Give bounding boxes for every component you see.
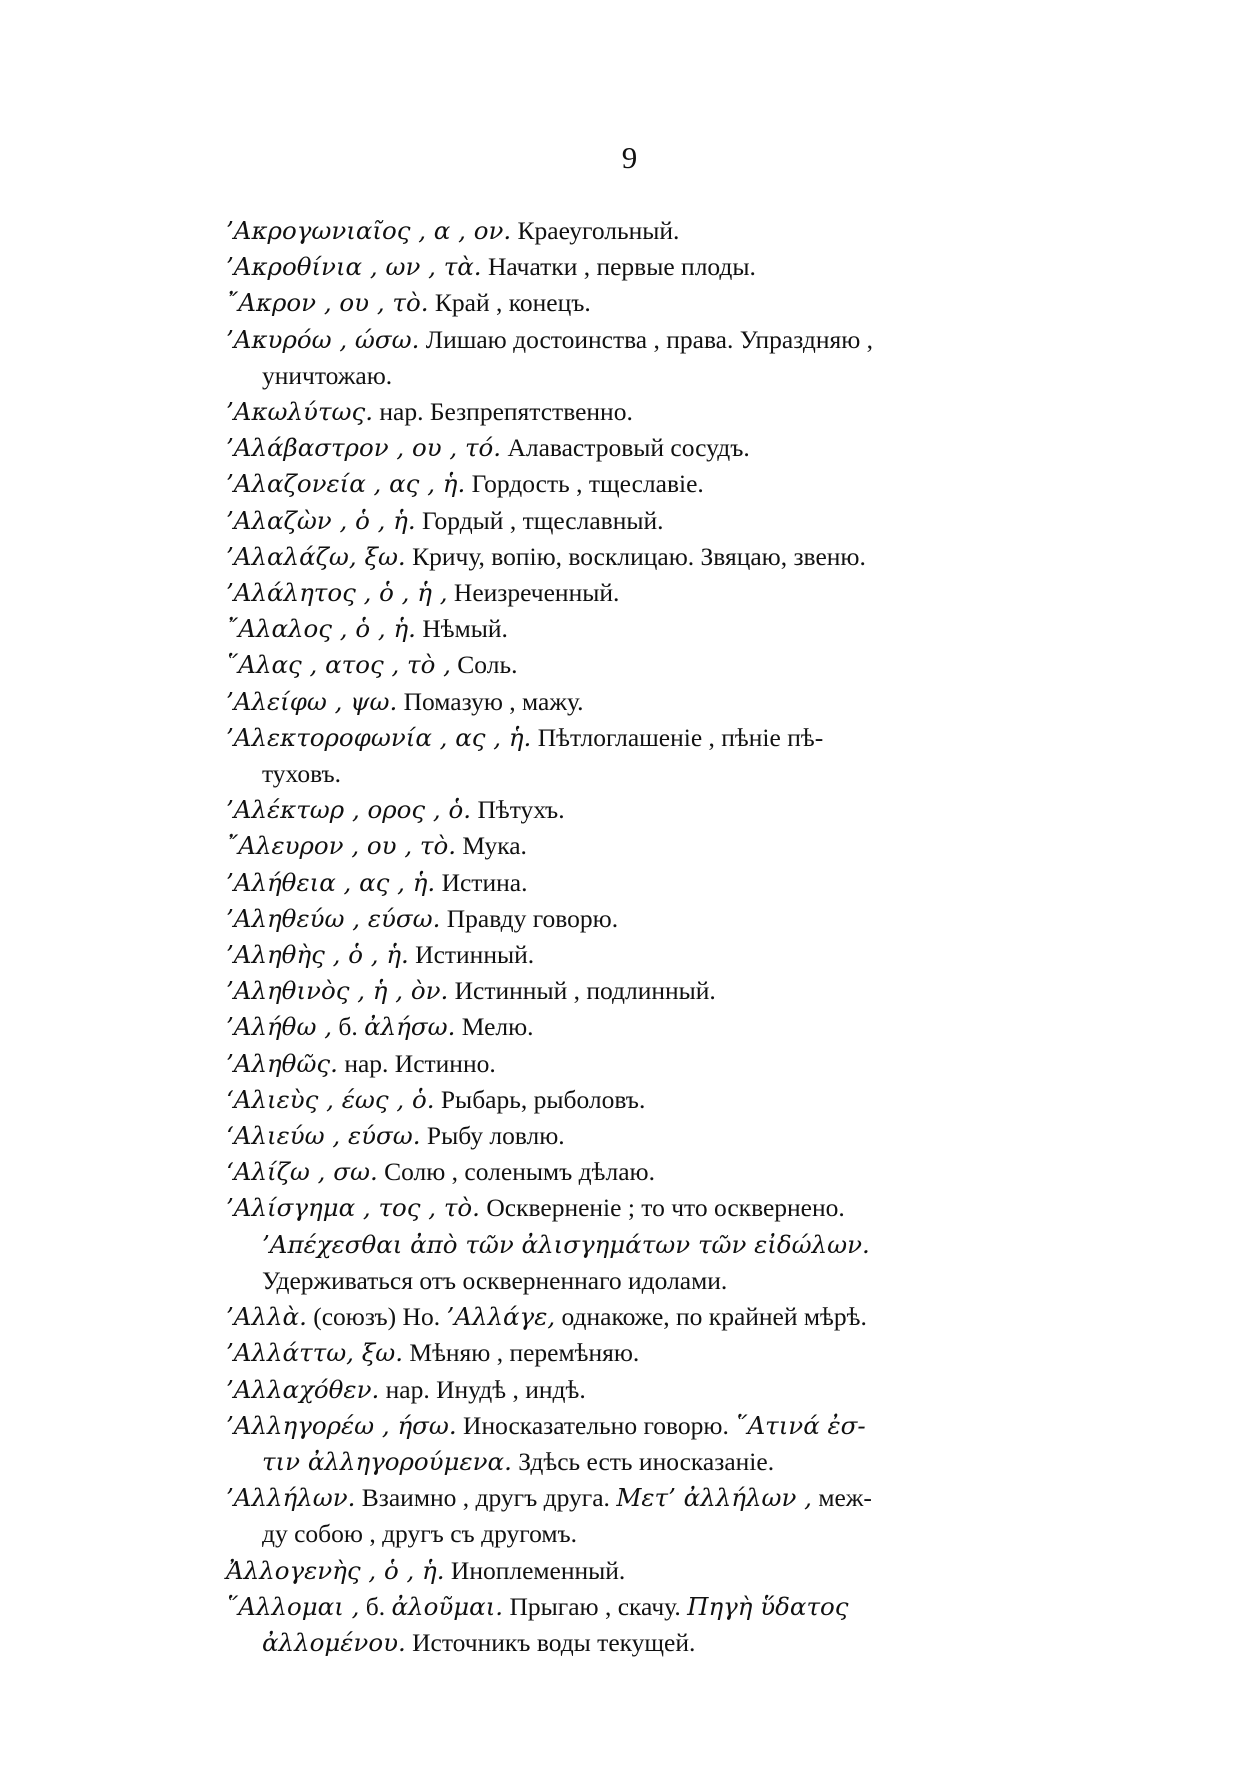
- greek-headword: ’Αλλήλων.: [226, 1483, 356, 1513]
- russian-definition: Источникъ воды текущей.: [405, 1627, 696, 1657]
- russian-definition: Алавастровый сосудъ.: [501, 433, 750, 463]
- greek-headword: ’Αλέκτωρ , ορος , ὁ.: [226, 795, 472, 825]
- greek-headword: ῎Αλαλος , ὁ , ἡ.: [226, 614, 416, 644]
- entry-line: [226, 1190, 1126, 1226]
- greek-headword: ’Ακρογωνιαῖος , α , ον.: [226, 216, 512, 245]
- entry-line: [226, 575, 1126, 611]
- russian-definition: Иноплеменный.: [444, 1555, 626, 1585]
- entry-continuation-line: [226, 756, 1126, 792]
- greek-headword: ῞Αλλομαι ,: [226, 1591, 360, 1621]
- russian-definition: нар. Инудѣ , индѣ.: [379, 1374, 586, 1404]
- greek-headword: τιν ἀλληγορούμενα.: [262, 1446, 512, 1476]
- entry-line: [226, 720, 1126, 756]
- russian-definition: (союзъ) Но.: [306, 1302, 447, 1332]
- entry-line: [226, 213, 1126, 249]
- greek-headword: ἀλοῦμαι.: [391, 1591, 504, 1621]
- russian-definition: уничтожаю.: [262, 360, 393, 390]
- entry-line: [226, 539, 1126, 575]
- greek-headword: ’Αλαλάζω, ξω.: [226, 541, 406, 571]
- russian-definition: Пѣтухъ.: [471, 795, 565, 825]
- greek-headword: ’Αλαζονεία , ας , ἡ.: [226, 469, 466, 499]
- russian-definition: Правду говорю.: [440, 903, 619, 933]
- entry-line: [226, 1009, 1126, 1045]
- russian-definition: туховъ.: [262, 759, 342, 789]
- entry-continuation-line: [226, 1625, 1126, 1661]
- greek-headword: ’Αλείφω , ψω.: [226, 686, 398, 716]
- greek-headword: ’Αλλάγε,: [446, 1302, 556, 1332]
- russian-definition: Мѣняю , перемѣняю.: [403, 1338, 640, 1368]
- page-number: 9: [621, 140, 638, 175]
- russian-definition: Солю , соленымъ дѣлаю.: [377, 1157, 655, 1187]
- russian-definition: Соль.: [450, 650, 518, 680]
- greek-headword: ’Αληθῶς.: [226, 1048, 338, 1078]
- greek-headword: ‘Αλίζω , σω.: [226, 1157, 378, 1187]
- entry-line: [226, 1118, 1126, 1154]
- greek-headword: ’Αληθὴς , ὁ , ἡ.: [226, 940, 409, 970]
- russian-definition: Истинный , подлинный.: [448, 976, 716, 1006]
- entry-line: [226, 1553, 1126, 1589]
- greek-headword: ’Αλλαχόθεν.: [226, 1374, 380, 1404]
- russian-definition: Помазую , мажу.: [397, 686, 584, 716]
- entry-line: [226, 937, 1126, 973]
- entry-line: [226, 394, 1126, 430]
- entry-line: [226, 249, 1126, 285]
- russian-definition: Гордый , тщеславный.: [415, 505, 664, 535]
- russian-definition: б.: [332, 1012, 365, 1042]
- russian-definition: Край , конецъ.: [428, 288, 591, 318]
- greek-headword: ’Ακυρόω , ώσω.: [226, 324, 420, 354]
- greek-headword: ’Αληθινὸς , ἡ , ὸν.: [226, 976, 449, 1006]
- entry-continuation-line: [226, 1227, 1126, 1263]
- russian-definition: Мелю.: [455, 1012, 534, 1042]
- greek-headword: ῞Αλας , ατος , τὸ ,: [226, 650, 451, 680]
- greek-headword: ‘Αλιεύω , εύσω.: [226, 1121, 421, 1151]
- russian-definition: Прыгаю , скачу.: [503, 1591, 688, 1621]
- greek-headword: ’Αλήθεια , ας , ἡ.: [226, 867, 436, 897]
- greek-headword: ’Αλληγορέω , ήσω.: [226, 1410, 457, 1440]
- entry-list: [226, 213, 1126, 1661]
- russian-definition: ду собою , другъ съ другомъ.: [262, 1519, 578, 1549]
- russian-definition: однакоже, по крайней мѣрѣ.: [555, 1302, 867, 1332]
- russian-definition: б.: [359, 1591, 392, 1621]
- russian-definition: Краеугольный.: [511, 216, 680, 245]
- greek-headword: ῞Ατινά ἐσ-: [735, 1410, 866, 1440]
- entry-line: [226, 322, 1126, 358]
- entry-line: [226, 1299, 1126, 1335]
- greek-headword: ῎Ακρον , ου , τὸ.: [226, 288, 429, 318]
- greek-headword: ’Αλαζὼν , ὁ , ἡ.: [226, 505, 416, 535]
- russian-definition: Рыбу ловлю.: [420, 1121, 565, 1151]
- entry-line: [226, 1372, 1126, 1408]
- greek-headword: ’Αλίσγημα , τος , τὸ.: [226, 1193, 480, 1223]
- entry-line: [226, 684, 1126, 720]
- entry-line: [226, 611, 1126, 647]
- russian-definition: Удерживаться отъ оскверненнаго идолами.: [262, 1265, 728, 1295]
- greek-headword: ’Αλάβαστρον , ου , τό.: [226, 433, 502, 463]
- greek-headword: ’Αλλὰ.: [226, 1302, 307, 1332]
- entry-line: [226, 1480, 1126, 1516]
- greek-headword: Ἀλλογενὴς , ὁ , ἡ.: [226, 1555, 445, 1585]
- entry-continuation-line: [226, 1444, 1126, 1480]
- greek-headword: ’Αλλάττω, ξω.: [226, 1338, 404, 1368]
- entry-line: [226, 285, 1126, 321]
- entry-line: [226, 973, 1126, 1009]
- russian-definition: Начатки , первые плоды.: [481, 252, 756, 282]
- entry-line: [226, 1046, 1126, 1082]
- russian-definition: Гордость , тщеславіе.: [465, 469, 704, 499]
- entry-line: [226, 1154, 1126, 1190]
- greek-headword: ‘Αλιεὺς , έως , ὁ.: [226, 1084, 435, 1114]
- entry-line: [226, 1408, 1126, 1444]
- russian-definition: Мука.: [456, 831, 527, 861]
- entry-line: [226, 865, 1126, 901]
- russian-definition: Взаимно , другъ друга.: [355, 1483, 617, 1513]
- entry-line: [226, 1082, 1126, 1118]
- entry-continuation-line: [226, 358, 1126, 394]
- russian-definition: Истинный.: [408, 940, 535, 970]
- entry-line: [226, 466, 1126, 502]
- entry-line: [226, 430, 1126, 466]
- entry-line: [226, 1589, 1126, 1625]
- entry-line: [226, 792, 1126, 828]
- russian-definition: Нѣмый.: [415, 614, 508, 644]
- entry-line: [226, 647, 1126, 683]
- greek-headword: Μετ’ ἀλλήλων ,: [616, 1483, 812, 1513]
- russian-definition: Неизреченный.: [447, 578, 620, 608]
- russian-definition: Кричу, вопію, восклицаю. Звяцаю, звеню.: [405, 541, 866, 571]
- russian-definition: нар. Истинно.: [337, 1048, 496, 1078]
- greek-headword: ἀλήσω.: [364, 1012, 456, 1042]
- entry-line: [226, 828, 1126, 864]
- entry-continuation-line: [226, 1263, 1126, 1299]
- greek-headword: ἀλλομένου.: [262, 1627, 406, 1657]
- greek-headword: ῎Αλευρον , ου , τὸ.: [226, 831, 457, 861]
- russian-definition: Пѣтлоглашеніе , пѣніе пѣ-: [531, 722, 824, 752]
- russian-definition: нар. Безпрепятственно.: [373, 397, 633, 427]
- russian-definition: Рыбарь, рыболовъ.: [434, 1084, 646, 1114]
- russian-definition: Оскверненіе ; то что осквернено.: [479, 1193, 845, 1223]
- entry-line: [226, 901, 1126, 937]
- russian-definition: меж-: [811, 1483, 872, 1513]
- entry-line: [226, 1335, 1126, 1371]
- russian-definition: Лишаю достоинства , права. Упраздняю ,: [419, 324, 874, 354]
- greek-headword: ’Ακροθίνια , ων , τὰ.: [226, 252, 482, 282]
- entry-continuation-line: [226, 1516, 1126, 1552]
- greek-headword: ’Αληθεύω , εύσω.: [226, 903, 441, 933]
- greek-headword: ’Ακωλύτως.: [226, 397, 373, 427]
- greek-headword: Πηγὴ ὕδατος: [687, 1591, 849, 1621]
- russian-definition: Здѣсь есть иносказаніе.: [511, 1446, 775, 1476]
- greek-headword: ’Απέχεσθαι ἀπὸ τῶν ἀλισγημάτων τῶν εἰδώλων.: [262, 1229, 870, 1259]
- russian-definition: Истина.: [435, 867, 528, 897]
- greek-headword: ’Αλήθω ,: [226, 1012, 332, 1042]
- greek-headword: ’Αλάλητος , ὁ , ἡ ,: [226, 578, 448, 608]
- greek-headword: ’Αλεκτοροφωνία , ας , ἡ.: [226, 722, 532, 752]
- russian-definition: Иносказательно говорю.: [456, 1410, 736, 1440]
- entry-line: [226, 503, 1126, 539]
